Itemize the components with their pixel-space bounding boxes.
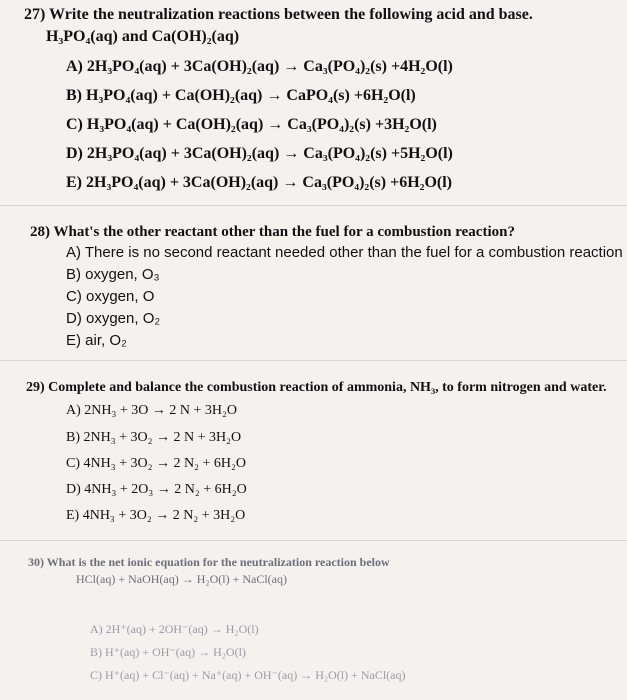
question-28-title: 28) What's the other reactant other than the fuel for a combustion reaction? bbox=[30, 224, 515, 240]
question-30-option-c[interactable]: C) H⁺(aq) + Cl⁻(aq) + Na⁺(aq) + OH⁻(aq) → H₂O(l) + NaCl(aq) bbox=[90, 668, 406, 682]
question-28-option-b[interactable]: B) oxygen, O₃ bbox=[66, 266, 160, 283]
question-28-option-c[interactable]: C) oxygen, O bbox=[66, 288, 155, 305]
question-29-option-b[interactable]: B) 2NH₃ + 3O₂ → 2 N + 3H₂O bbox=[66, 430, 242, 445]
question-30-option-a[interactable]: A) 2H⁺(aq) + 2OH⁻(aq) → H₂O(l) bbox=[90, 622, 259, 636]
question-28-option-d[interactable]: D) oxygen, O₂ bbox=[66, 310, 161, 327]
question-28-option-e[interactable]: E) air, O₂ bbox=[66, 332, 127, 349]
question-29-title: 29) Complete and balance the combustion reaction of ammonia, NH₃, to form nitrogen and water. bbox=[26, 380, 607, 395]
question-27-option-a[interactable]: A) 2H₃PO₄(aq) + 3Ca(OH)₂(aq) → Ca₃(PO₄)₂(s) +4H₂O(l) bbox=[66, 58, 453, 75]
question-27-option-d[interactable]: D) 2H₃PO₄(aq) + 3Ca(OH)₂(aq) → Ca₃(PO₄)₂(s) +5H₂O(l) bbox=[66, 145, 453, 162]
question-27-option-b[interactable]: B) H₃PO₄(aq) + Ca(OH)₂(aq) → CaPO₄(s) +6H₂O(l) bbox=[66, 87, 416, 104]
divider bbox=[0, 360, 627, 361]
question-29-option-e[interactable]: E) 4NH₃ + 3O₂ → 2 N₂ + 3H₂O bbox=[66, 508, 246, 523]
question-30-title: 30) What is the net ionic equation for the neutralization reaction below bbox=[28, 555, 390, 569]
question-30-subtitle: HCl(aq) + NaOH(aq) → H₂O(l) + NaCl(aq) bbox=[76, 572, 287, 586]
divider bbox=[0, 205, 627, 206]
divider bbox=[0, 540, 627, 541]
question-29-option-d[interactable]: D) 4NH₃ + 2O₃ → 2 N₂ + 6H₂O bbox=[66, 482, 247, 497]
question-29-option-a[interactable]: A) 2NH₃ + 3O → 2 N + 3H₂O bbox=[66, 403, 237, 418]
question-29-option-c[interactable]: C) 4NH₃ + 3O₂ → 2 N₂ + 6H₂O bbox=[66, 456, 246, 471]
question-30-option-b[interactable]: B) H⁺(aq) + OH⁻(aq) → H₂O(l) bbox=[90, 645, 246, 659]
question-27-option-c[interactable]: C) H₃PO₄(aq) + Ca(OH)₂(aq) → Ca₃(PO₄)₂(s) +3H₂O(l) bbox=[66, 116, 437, 133]
question-27-subtitle: H₃PO₄(aq) and Ca(OH)₂(aq) bbox=[46, 28, 240, 45]
question-28-option-a[interactable]: A) There is no second reactant needed other than the fuel for a combustion reaction bbox=[66, 244, 623, 261]
question-27-title: 27) Write the neutralization reactions between the following acid and base. bbox=[24, 6, 533, 23]
question-27-option-e[interactable]: E) 2H₃PO₄(aq) + 3Ca(OH)₂(aq) → Ca₃(PO₄)₂(s) +6H₂O(l) bbox=[66, 174, 452, 191]
